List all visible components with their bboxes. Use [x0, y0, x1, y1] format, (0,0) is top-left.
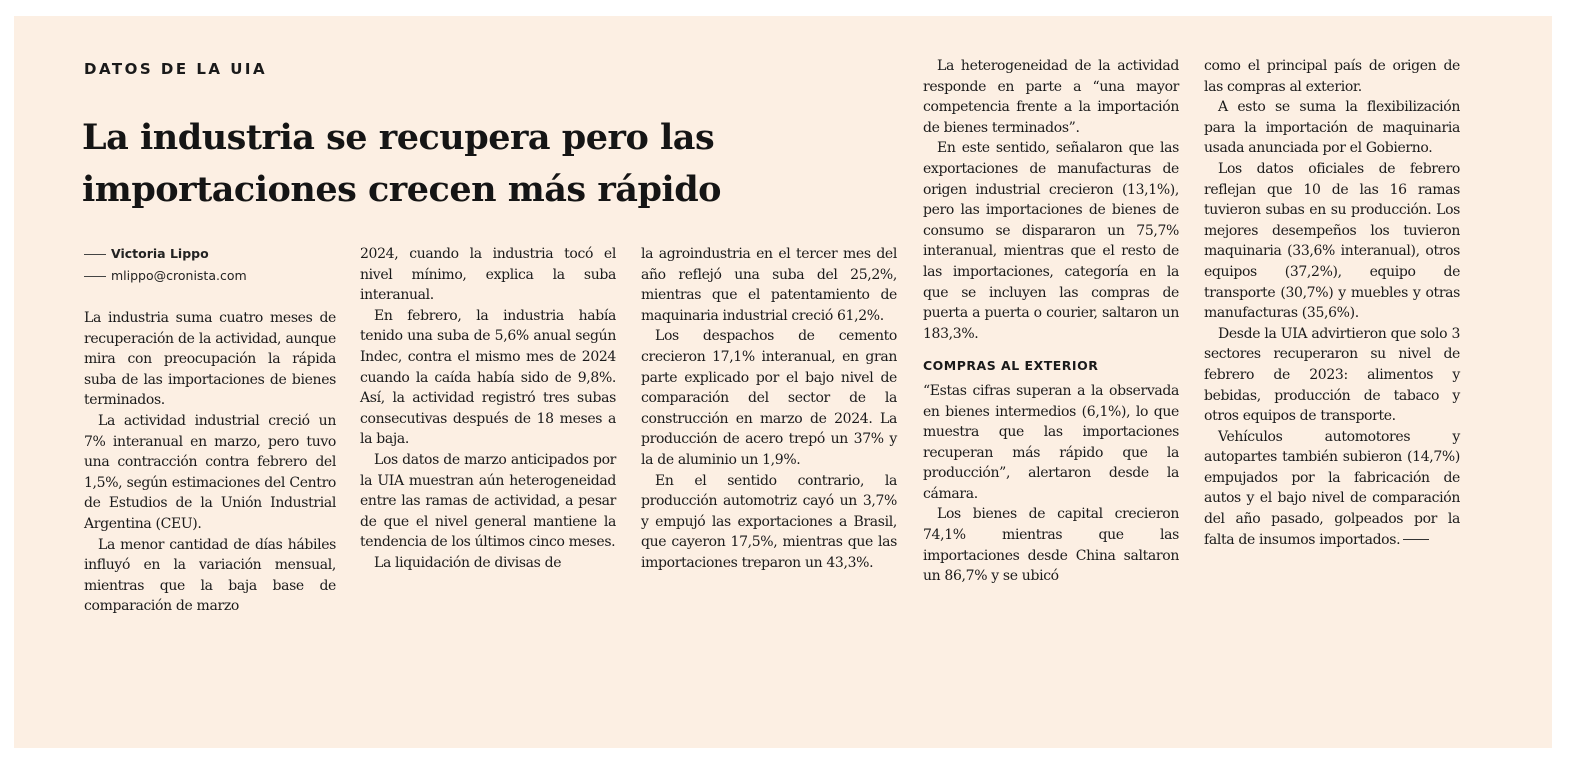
author-byline	[84, 246, 209, 261]
article-column-1	[84, 308, 336, 617]
article-column-5	[1204, 56, 1460, 550]
article-column-3	[641, 244, 897, 574]
paragraph: La industria suma cuatro meses de recuperación de la actividad, aunque mira con preocupación la rápida suba de las importaciones de bienes terminados.	[84, 310, 336, 409]
author-email-line	[84, 268, 247, 283]
paragraph-text: Vehículos automotores y autopartes también subieron (14,7%) empujados por la fabricación de autos y el bajo nivel de comparación del año pasado, golpeados por la falta de insumos importados.	[1204, 428, 1460, 548]
headline-line-1: La industria se recupera pero las	[82, 117, 715, 158]
byline-dash	[84, 276, 106, 277]
headline-line-2: importaciones crecen más rápido	[82, 169, 722, 210]
paragraph: En febrero, la industria había tenido una suba de 5,6% anual según Indec, contra el mismo mes de 2024 cuando la caída había sido de 9,8%. Así, la actividad registró tres subas consecutivas después de 18 meses a la baja.	[360, 307, 616, 448]
paragraph: La actividad industrial creció un 7% interanual en marzo, pero tuvo una contracción contra febrero del 1,5%, según estimaciones del Centro de Estudios de la Unión Industrial Argentina (CEU).	[84, 412, 336, 532]
paragraph: La menor cantidad de días hábiles influyó en la variación mensual, mientras que la baja base de comparación de marzo	[84, 536, 336, 615]
paragraph: En este sentido, señalaron que las exportaciones de manufacturas de origen industrial crecieron (13,1%), pero las importaciones de bienes de consumo se dispararon un 75,7% interanual, mientras que el resto de las importaciones, categoría en la que se incluyen las compras de puerta a puerta o courier, saltaron un 183,3%.	[923, 140, 1179, 342]
article-column-4	[923, 56, 1179, 587]
paragraph: Desde la UIA advirtieron que solo 3 sectores recuperaron su nivel de febrero de 2023: alimentos y bebidas, producción de tabaco y otros equipos de transporte.	[1204, 325, 1460, 425]
paragraph: La liquidación de divisas de	[374, 554, 562, 571]
newspaper-page	[14, 16, 1552, 748]
article-column-2	[360, 244, 616, 574]
paragraph: “Estas cifras superan a la observada en bienes intermedios (6,1%), lo que muestra que las importaciones recuperan más rápido que la producción”, alertaron desde la cámara.	[923, 382, 1179, 502]
paragraph: Los despachos de cemento crecieron 17,1% interanual, en gran parte explicado por el bajo nivel de comparación del sector de la construcción en marzo de 2024. La producción de acero trepó un 37% y la de aluminio un 1,9%.	[641, 328, 897, 468]
paragraph: A esto se suma la flexibilización para la importación de maquinaria usada anunciada por el Gobierno.	[1204, 99, 1460, 157]
paragraph: Los bienes de capital crecieron 74,1% mientras que las importaciones desde China saltaron un 86,7% y se ubicó	[923, 506, 1179, 585]
paragraph: La heterogeneidad de la actividad responde en parte a “una mayor competencia frente a la importación de bienes terminados”.	[923, 58, 1179, 136]
section-kicker: DATOS DE LA UIA	[84, 60, 268, 78]
paragraph: 2024, cuando la industria tocó el nivel mínimo, explica la suba interanual.	[360, 246, 616, 304]
subhead: COMPRAS AL EXTERIOR	[923, 358, 1099, 374]
paragraph: como el principal país de origen de las compras al exterior.	[1204, 58, 1460, 95]
paragraph-final	[1204, 427, 1460, 551]
byline-dash	[84, 254, 106, 255]
author-email: mlippo@cronista.com	[111, 268, 247, 283]
paragraph: Los datos oficiales de febrero reflejan que 10 de las 16 ramas tuvieron subas en su producción. Los mejores desempeños los tuvieron maquinaria (33,6% interanual), otros equipos (37,2%), equipo de transporte (30,7%) y muebles y otras manufacturas (35,6%).	[1204, 160, 1460, 322]
end-of-article-mark	[1403, 539, 1429, 540]
author-name: Victoria Lippo	[111, 246, 209, 261]
headline	[82, 112, 882, 216]
paragraph: Los datos de marzo anticipados por la UIA muestran aún heterogeneidad entre las ramas de actividad, a pesar de que el nivel general mantiene la tendencia de los últimos cinco meses.	[360, 451, 616, 551]
paragraph: la agroindustria en el tercer mes del año reflejó una suba del 25,2%, mientras que el patentamiento de maquinaria industrial creció 61,2%.	[641, 246, 897, 324]
paragraph: En el sentido contrario, la producción automotriz cayó un 3,7% y empujó las exportaciones a Brasil, que cayeron 17,5%, mientras que las importaciones treparon un 43,3%.	[641, 472, 897, 571]
